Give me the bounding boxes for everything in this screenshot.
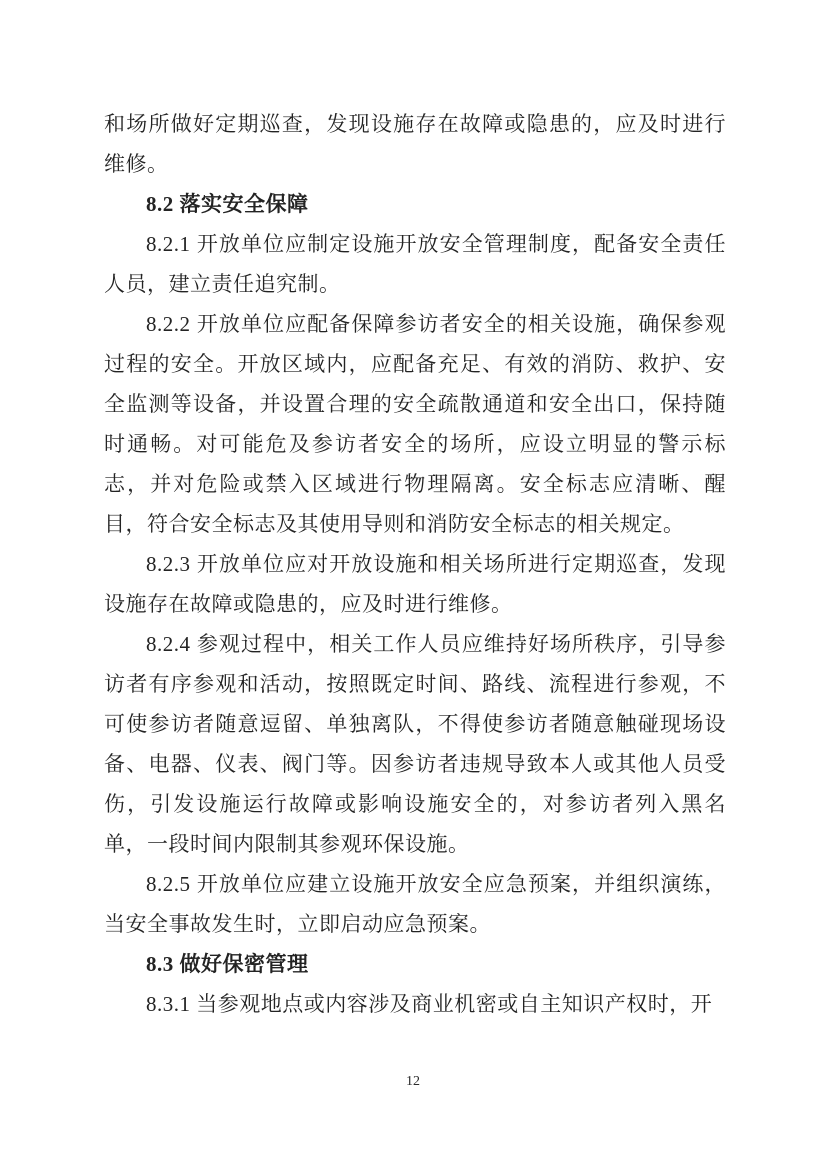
paragraph: 8.2.2 开放单位应配备保障参访者安全的相关设施，确保参观过程的安全。开放区域内，应配备充足、有效的消防、救护、安全监测等设备，并设置合理的安全疏散通道和安全出口，保持随时通畅。对可能危及参访者安全的场所，应设立明显的警示标志，并对危险或禁入区域进行物理隔离。安全标志应清晰、醒目，符合安全标志及其使用导则和消防安全标志的相关规定。 <box>104 312 726 536</box>
section-heading: 8.3 做好保密管理 <box>146 952 309 976</box>
paragraph: 8.2.5 开放单位应建立设施开放安全应急预案，并组织演练，当安全事故发生时，立即启动应急预案。 <box>104 872 726 936</box>
document-body <box>104 104 726 1024</box>
section-heading: 8.2 落实安全保障 <box>146 192 309 216</box>
paragraph: 和场所做好定期巡查，发现设施存在故障或隐患的，应及时进行维修。 <box>104 112 726 176</box>
paragraph: 8.2.3 开放单位应对开放设施和相关场所进行定期巡查，发现设施存在故障或隐患的，应及时进行维修。 <box>104 552 726 616</box>
paragraph: 8.3.1 当参观地点或内容涉及商业机密或自主知识产权时，开 <box>146 992 713 1016</box>
paragraph: 8.2.4 参观过程中，相关工作人员应维持好场所秩序，引导参访者有序参观和活动，按照既定时间、路线、流程进行参观，不可使参访者随意逗留、单独离队，不得使参访者随意触碰现场设备、电器、仪表、阀门等。因参访者违规导致本人或其他人员受伤，引发设施运行故障或影响设施安全的，对参访者列入黑名单，一段时间内限制其参观环保设施。 <box>104 632 726 856</box>
paragraph: 8.2.1 开放单位应制定设施开放安全管理制度，配备安全责任人员，建立责任追究制。 <box>104 232 726 296</box>
page-footer <box>0 1072 826 1090</box>
page-number: 12 <box>406 1074 420 1089</box>
